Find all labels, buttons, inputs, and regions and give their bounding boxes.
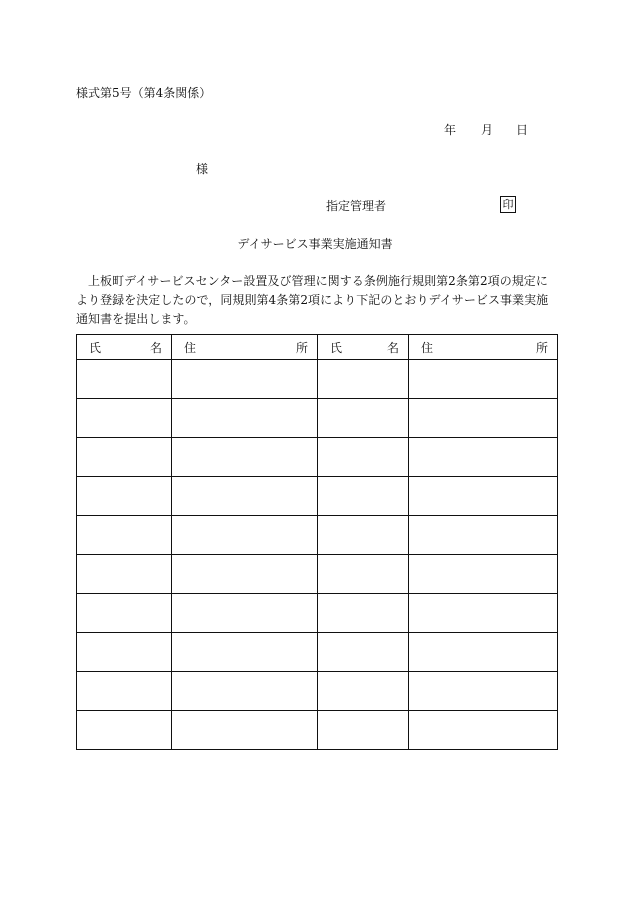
cell-address-2 xyxy=(409,399,558,438)
table-row xyxy=(77,360,558,399)
cell-name-1 xyxy=(77,594,172,633)
table-row xyxy=(77,438,558,477)
date-month-label: 月 xyxy=(481,123,494,137)
cell-address-1 xyxy=(172,438,318,477)
cell-name-1 xyxy=(77,516,172,555)
form-number: 様式第5号（第4条関係） xyxy=(76,86,212,100)
header-name-1: 氏 名 xyxy=(77,335,172,360)
cell-address-2 xyxy=(409,555,558,594)
cell-address-2 xyxy=(409,477,558,516)
table-row xyxy=(77,477,558,516)
table-row xyxy=(77,555,558,594)
cell-address-1 xyxy=(172,594,318,633)
table-row xyxy=(77,711,558,750)
cell-address-2 xyxy=(409,594,558,633)
table-row xyxy=(77,516,558,555)
cell-address-2 xyxy=(409,438,558,477)
cell-name-2 xyxy=(318,477,409,516)
cell-name-1 xyxy=(77,477,172,516)
body-paragraph: 上板町デイサービスセンター設置及び管理に関する条例施行規則第2条第2項の規定により登録を決定したので，同規則第4条第2項により下記のとおりデイサービス事業実施通知書を提出します。 xyxy=(76,274,549,326)
cell-name-2 xyxy=(318,594,409,633)
cell-name-2 xyxy=(318,516,409,555)
document-title: デイサービス事業実施通知書 xyxy=(237,237,393,251)
cell-name-1 xyxy=(77,711,172,750)
cell-address-2 xyxy=(409,633,558,672)
cell-address-1 xyxy=(172,516,318,555)
cell-name-2 xyxy=(318,360,409,399)
cell-address-1 xyxy=(172,477,318,516)
cell-address-2 xyxy=(409,711,558,750)
cell-name-1 xyxy=(77,399,172,438)
cell-name-1 xyxy=(77,672,172,711)
cell-name-2 xyxy=(318,711,409,750)
cell-address-1 xyxy=(172,399,318,438)
cell-name-1 xyxy=(77,360,172,399)
designated-manager-label: 指定管理者 xyxy=(326,199,387,213)
cell-name-2 xyxy=(318,555,409,594)
cell-address-1 xyxy=(172,672,318,711)
cell-address-1 xyxy=(172,360,318,399)
addressee-suffix: 様 xyxy=(196,162,209,176)
table-row xyxy=(77,399,558,438)
table-body xyxy=(77,360,558,750)
cell-address-2 xyxy=(409,672,558,711)
header-address-1: 住 所 xyxy=(172,335,318,360)
header-address-2: 住 所 xyxy=(409,335,558,360)
seal-mark: 印 xyxy=(500,196,516,213)
cell-address-1 xyxy=(172,711,318,750)
table-header-row xyxy=(77,335,558,360)
registrant-table xyxy=(76,334,558,750)
table-row xyxy=(77,594,558,633)
date-day-label: 日 xyxy=(516,123,529,137)
cell-address-1 xyxy=(172,555,318,594)
cell-name-2 xyxy=(318,399,409,438)
cell-name-2 xyxy=(318,633,409,672)
cell-name-1 xyxy=(77,633,172,672)
table-row xyxy=(77,672,558,711)
header-name-2: 氏 名 xyxy=(318,335,409,360)
cell-address-1 xyxy=(172,633,318,672)
table-row xyxy=(77,633,558,672)
cell-address-2 xyxy=(409,360,558,399)
cell-name-2 xyxy=(318,438,409,477)
cell-name-1 xyxy=(77,555,172,594)
cell-name-2 xyxy=(318,672,409,711)
cell-address-2 xyxy=(409,516,558,555)
date-year-label: 年 xyxy=(444,123,457,137)
cell-name-1 xyxy=(77,438,172,477)
